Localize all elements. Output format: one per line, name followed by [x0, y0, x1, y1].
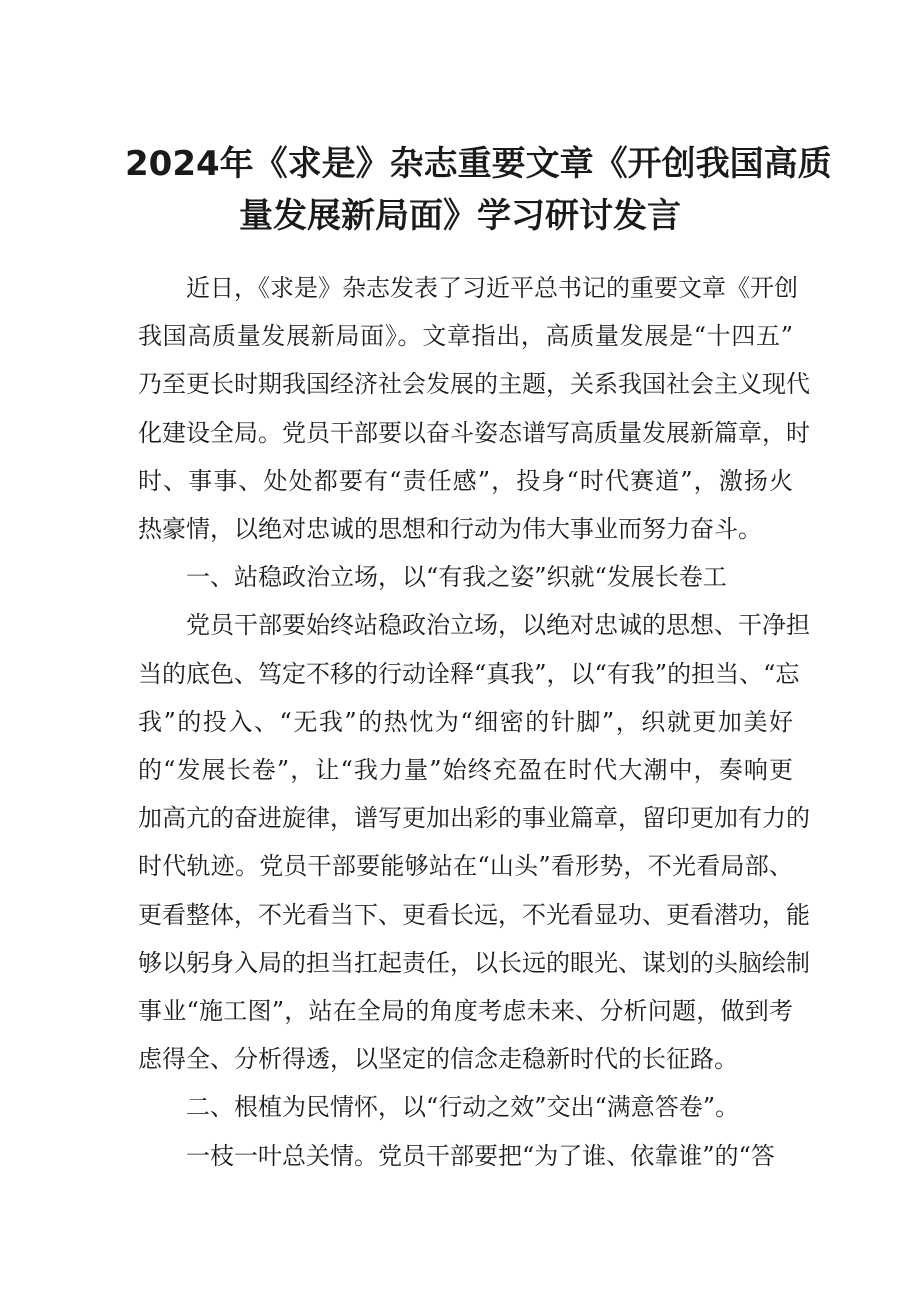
- text-line: 事业“施工图”，站在全局的角度考虑未来、分析问题，做到考: [138, 997, 793, 1026]
- text-line: 够以躬身入局的担当扛起责任，以长远的眼光、谋划的头脑绘制: [138, 948, 810, 977]
- text-line: 的“发展长卷”，让“我力量”始终充盈在时代大潮中，奏响更: [138, 756, 793, 785]
- title-line: 2024年《求是》杂志重要文章《开创我国高质: [125, 144, 832, 184]
- text-line: 热豪情，以绝对忠诚的思想和行动为伟大事业而努力奋斗。: [138, 515, 762, 544]
- text-line: 二、根植为民情怀，以“行动之效”交出“满意答卷”。: [186, 1093, 740, 1122]
- title-line: 量发展新局面》学习研讨发言: [239, 196, 681, 236]
- paragraph-intro: [138, 264, 810, 553]
- text-line: 一枝一叶总关情。党员干部要把“为了谁、依靠谁”的“答: [186, 1141, 775, 1170]
- text-line: 我”的投入、“无我”的热忱为“细密的针脚”，织就更加美好: [138, 707, 793, 736]
- text-line: 时、事事、处处都要有“责任感”，投身“时代赛道”，激扬火: [138, 466, 793, 495]
- text-line: 更看整体，不光看当下、更看长远，不光看显功、更看潜功，能: [138, 900, 810, 929]
- text-line: 乃至更长时期我国经济社会发展的主题，关系我国社会主义现代: [138, 370, 810, 399]
- section-heading-2: [138, 1083, 793, 1131]
- text-line: 化建设全局。党员干部要以奋斗姿态谱写高质量发展新篇章，时: [138, 418, 810, 447]
- paragraph-section-2: [138, 1132, 793, 1180]
- document-title: [125, 138, 832, 242]
- text-line: 一、站稳政治立场，以“有我之姿”织就“发展长卷工: [186, 563, 727, 592]
- paragraph-section-1: [138, 601, 810, 1083]
- text-line: 时代轨迹。党员干部要能够站在“山头”看形势，不光看局部、: [138, 852, 793, 881]
- text-line: 我国高质量发展新局面》。文章指出，高质量发展是“十四五”: [138, 322, 793, 351]
- text-line: 加高亢的奋进旋律，谱写更加出彩的事业篇章，留印更加有力的: [138, 804, 810, 833]
- text-line: 当的底色、笃定不移的行动诠释“真我”，以“有我”的担当、“忘: [138, 659, 800, 688]
- document-body: [138, 264, 810, 1180]
- text-line: 虑得全、分析得透，以坚定的信念走稳新时代的长征路。: [138, 1045, 738, 1074]
- text-line: 近日，《求是》杂志发表了习近平总书记的重要文章《开创: [186, 274, 798, 302]
- section-heading-1: [138, 553, 793, 601]
- text-line: 党员干部要始终站稳政治立场，以绝对忠诚的思想、干净担: [186, 611, 810, 640]
